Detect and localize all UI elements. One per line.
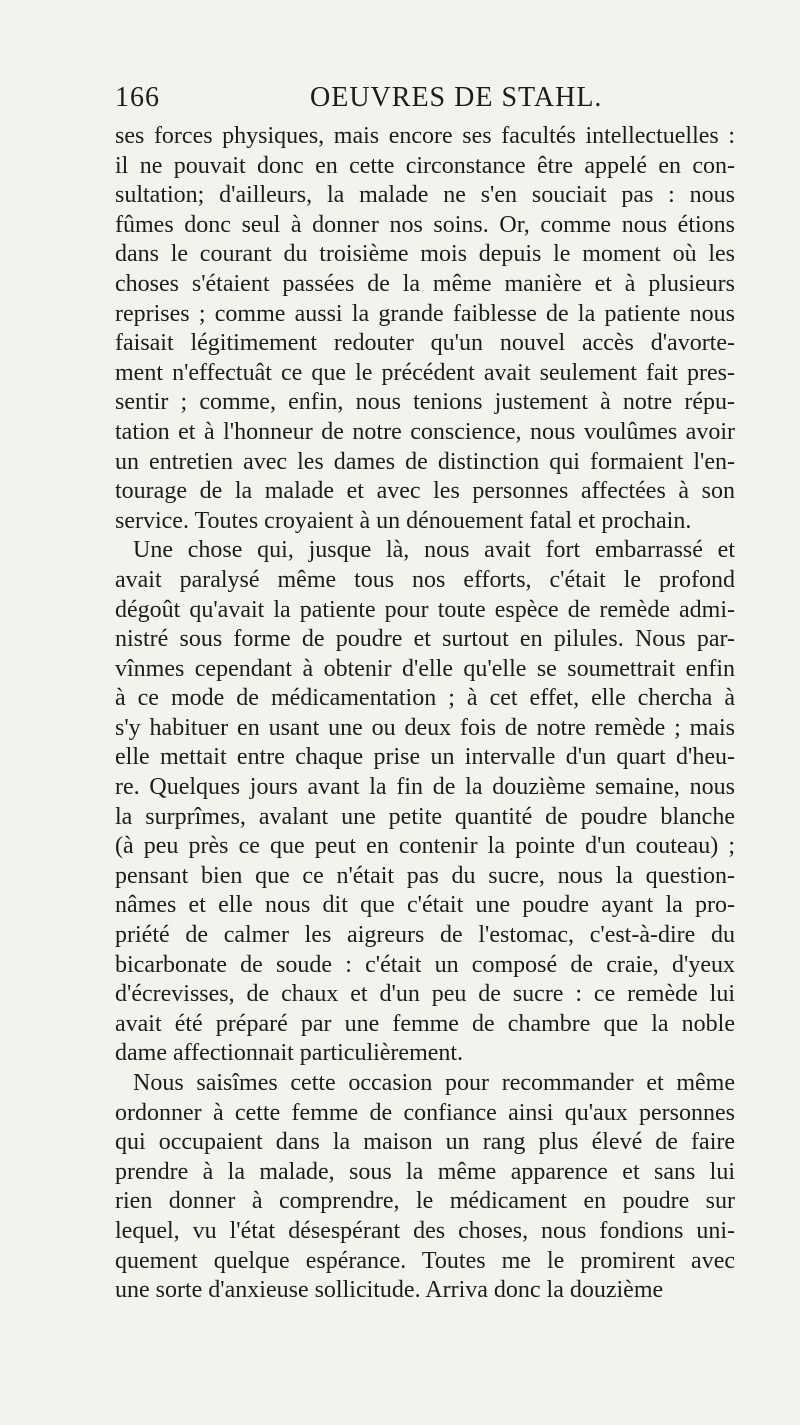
text-line: la surprîmes, avalant une petite quantité de poudre blanche	[115, 803, 735, 830]
text-line: tourage de la malade et avec les personnes affectées à son	[115, 478, 735, 505]
text-line: choses s'étaient passées de la même manière et à plusieurs	[115, 270, 735, 297]
text-line: rien donner à comprendre, le médicament en poudre sur	[115, 1188, 735, 1215]
text-line: faisait légitimement redouter qu'un nouvel accès d'avorte-	[115, 330, 735, 357]
text-line: sentir ; comme, enfin, nous tenions justement à notre répu-	[115, 389, 735, 416]
body-text	[115, 122, 735, 1306]
text-line: dans le courant du troisième mois depuis le moment où les	[115, 241, 735, 268]
text-line: à ce mode de médicamentation ; à cet effet, elle chercha à	[115, 685, 735, 712]
text-line: dégoût qu'avait la patiente pour toute espèce de remède admi-	[115, 596, 735, 623]
text-line: re. Quelques jours avant la fin de la douzième semaine, nous	[115, 774, 735, 801]
running-title: OEUVRES DE STAHL.	[310, 82, 603, 113]
text-line: un entretien avec les dames de distinction qui formaient l'en-	[115, 448, 735, 475]
text-line: service. Toutes croyaient à un dénouement fatal et prochain.	[115, 507, 692, 534]
text-line: reprises ; comme aussi la grande faiblesse de la patiente nous	[115, 300, 735, 327]
text-line: d'écrevisses, de chaux et d'un peu de sucre : ce remède lui	[115, 981, 735, 1008]
text-line: avait paralysé même tous nos efforts, c'était le profond	[115, 566, 735, 593]
text-line: quement quelque espérance. Toutes me le promirent avec	[115, 1247, 735, 1274]
text-line: bicarbonate de soude : c'était un composé de craie, d'yeux	[115, 951, 735, 978]
text-line: lequel, vu l'état désespérant des choses, nous fondions uni-	[115, 1217, 735, 1244]
text-line: nistré sous forme de poudre et surtout en pilules. Nous par-	[115, 626, 735, 653]
text-line: s'y habituer en usant une ou deux fois de notre remède ; mais	[115, 714, 735, 741]
text-line: pensant bien que ce n'était pas du sucre, nous la question-	[115, 862, 735, 889]
paragraph	[115, 1069, 735, 1306]
text-line: avait été préparé par une femme de chambre que la noble	[115, 1010, 735, 1037]
text-line: (à peu près ce que peut en contenir la pointe d'un couteau) ;	[115, 833, 735, 860]
text-line: nâmes et elle nous dit que c'était une poudre ayant la pro-	[115, 892, 735, 919]
text-line: qui occupaient dans la maison un rang plus élevé de faire	[115, 1129, 735, 1156]
page-header	[115, 82, 735, 122]
text-line: dame affectionnait particulièrement.	[115, 1040, 464, 1067]
text-line: tation et à l'honneur de notre conscience, nous voulûmes avoir	[115, 418, 735, 445]
text-line: elle mettait entre chaque prise un intervalle d'un quart d'heu-	[115, 744, 735, 771]
text-line: ses forces physiques, mais encore ses facultés intellectuelles :	[115, 123, 735, 149]
text-line: prendre à la malade, sous la même apparence et sans lui	[115, 1158, 735, 1185]
text-line: ordonner à cette femme de confiance ainsi qu'aux personnes	[115, 1099, 735, 1126]
text-line: il ne pouvait donc en cette circonstance être appelé en con-	[115, 152, 735, 179]
text-line: une sorte d'anxieuse sollicitude. Arriva donc la douzième	[115, 1277, 664, 1304]
paragraph	[115, 536, 735, 1069]
page-number: 166	[115, 82, 160, 113]
text-line: priété de calmer les aigreurs de l'estomac, c'est-à-dire du	[115, 922, 735, 949]
text-line: fûmes donc seul à donner nos soins. Or, comme nous étions	[115, 211, 735, 238]
text-line: vînmes cependant à obtenir d'elle qu'elle se soumettrait enfin	[115, 655, 735, 682]
text-line: Nous saisîmes cette occasion pour recommander et même	[133, 1070, 735, 1096]
text-line: sultation; d'ailleurs, la malade ne s'en souciait pas : nous	[115, 182, 735, 209]
text-line: ment n'effectuât ce que le précédent avait seulement fait pres-	[115, 359, 735, 386]
text-line: Une chose qui, jusque là, nous avait fort embarrassé et	[133, 537, 735, 564]
paragraph	[115, 122, 735, 536]
